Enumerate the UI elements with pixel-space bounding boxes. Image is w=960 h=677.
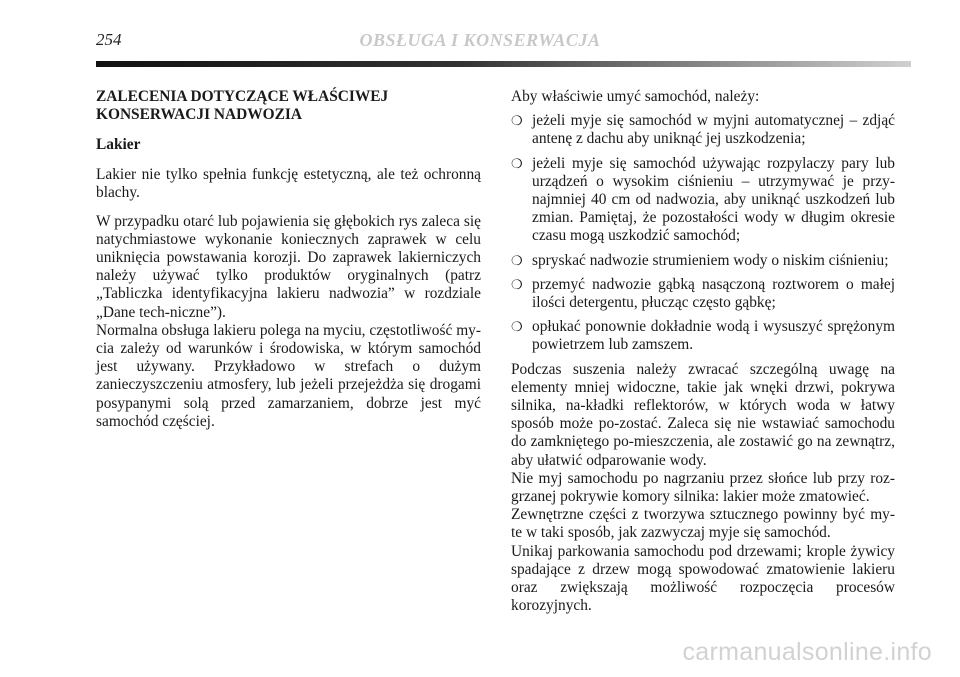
paragraph: Lakier nie tylko spełnia funkcję estetyczną, ale też ochronną blachy. bbox=[96, 166, 481, 202]
list-item-text: przemyć nadwozie gąbką nasączoną roztworem o małej ilości detergentu, płucząc często gąbkę; bbox=[532, 275, 895, 312]
circle-bullet-icon: ❍ bbox=[511, 155, 523, 171]
circle-bullet-icon: ❍ bbox=[511, 319, 523, 335]
list-item bbox=[511, 276, 895, 312]
paragraph: Normalna obsługa lakieru polega na myciu, częstotliwość my-cia zależy od warunków i środowiska, w którym samochód jest używany. Przykładowo w strefach o dużym zanieczyszczeniu atmosfery, lub jeżeli przejeżdża się drogami posypanymi solą przed zamarzaniem, dobrze jest myć samochód częściej. bbox=[96, 321, 481, 430]
list-item-text: jeżeli myje się samochód w myjni automatycznej – zdjąć antenę z dachu aby uniknąć jej uszkodzenia; bbox=[532, 112, 895, 148]
paragraph: Zewnętrzne części z tworzywa sztucznego powinny być my-te w taki sposób, jak zazwyczaj myje się samochód. bbox=[511, 506, 895, 542]
paragraph: Nie myj samochodu po nagrzaniu przez słońce lub przy roz-grzanej pokrywie komory silnika: lakier może zmatowieć. bbox=[511, 469, 895, 506]
paragraph: Unikaj parkowania samochodu pod drzewami; krople żywicy spadające z drzew mogą spowodować zmatowienie lakieru oraz zwiększają możliwość rozpoczęcia procesów korozyjnych. bbox=[511, 542, 895, 615]
header-rule bbox=[96, 61, 911, 67]
bullet-list bbox=[511, 112, 895, 354]
paragraph: W przypadku otarć lub pojawienia się głębokich rys zaleca się natychmiastowe wykonanie koniecznych zaprawek w celu uniknięcia powstawania korozji. Do zaprawek lakierniczych należy używać tylko produktów oryginalnych (patrz „Tabliczka identyfikacyjna lakieru nadwozia” w rozdziale „Dane tech-niczne”). bbox=[96, 212, 481, 321]
intro-text: Aby właściwie umyć samochód, należy: bbox=[511, 88, 760, 105]
list-item bbox=[511, 155, 895, 246]
circle-bullet-icon: ❍ bbox=[511, 252, 523, 268]
list-item bbox=[511, 318, 895, 354]
circle-bullet-icon: ❍ bbox=[511, 276, 523, 292]
circle-bullet-icon: ❍ bbox=[511, 113, 523, 129]
list-item-text: opłukać ponownie dokładnie wodą i wysuszyć sprężonym powietrzem lub zamszem. bbox=[532, 318, 895, 354]
section-title: OBSŁUGA I KONSERWACJA bbox=[359, 30, 601, 50]
left-column bbox=[96, 88, 481, 431]
section-heading: ZALECENIA DOTYCZĄCE WŁAŚCIWEJ KONSERWACJI NADWOZIA bbox=[96, 88, 389, 123]
subheading-lakier: Lakier bbox=[96, 136, 141, 153]
list-item bbox=[511, 252, 895, 270]
paragraph: Podczas suszenia należy zwracać szczególną uwagę na elementy mniej widoczne, takie jak wnęki drzwi, pokrywa silnika, na-kładki reflektorów, w których woda w łatwy sposób może po-zostać. Zaleca się nie wstawiać samochodu do zamkniętego po-mieszczenia, ale zostawić go na zewnątrz, aby ułatwić odparowanie wody. bbox=[511, 360, 895, 469]
list-item-text: jeżeli myje się samochód używając rozpylaczy pary lub urządzeń o wysokim ciśnieniu – utrzymywać je przy-najmniej 40 cm od nadwozia, aby uniknąć uszkodzeń lub zmian. Pamiętaj, że pozostałości wody w długim okresie czasu mogą uszkodzić samochód; bbox=[532, 154, 895, 245]
right-column bbox=[511, 88, 895, 615]
page-number: 254 bbox=[96, 30, 122, 49]
watermark: carmanualsonline.info bbox=[682, 638, 932, 666]
list-item-text: spryskać nadwozie strumieniem wody o niskim ciśnieniu; bbox=[532, 251, 889, 269]
list-item bbox=[511, 112, 895, 148]
